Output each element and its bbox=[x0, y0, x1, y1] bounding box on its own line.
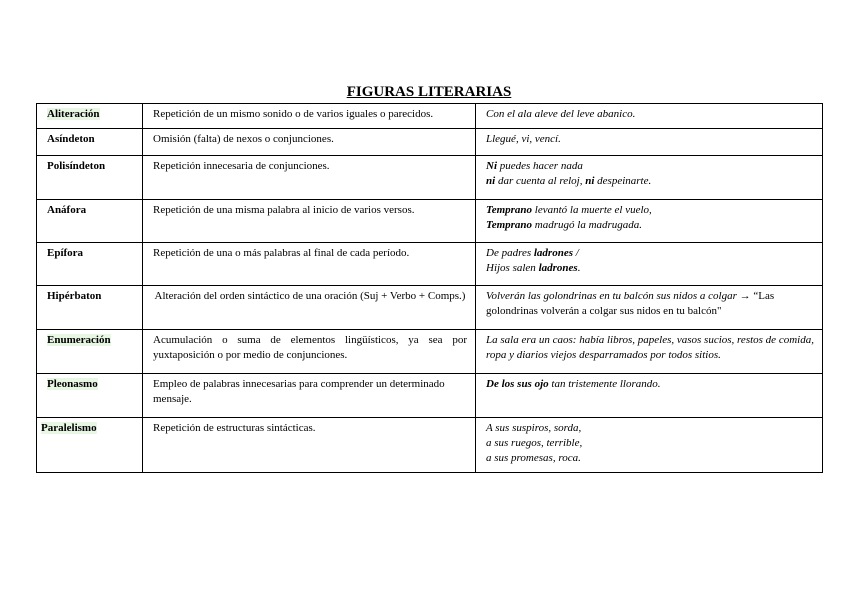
figure-name-cell: Epífora bbox=[37, 243, 143, 286]
definition-cell: Repetición innecesaria de conjunciones. bbox=[143, 156, 476, 200]
example-cell: Con el ala aleve del leve abanico. bbox=[476, 104, 823, 129]
definition-cell: Alteración del orden sintáctico de una oración (Suj + Verbo + Comps.) bbox=[143, 286, 476, 330]
figure-name-cell: Pleonasmo bbox=[37, 374, 143, 418]
figure-name-cell: Polisíndeton bbox=[37, 156, 143, 200]
definition-cell: Omisión (falta) de nexos o conjunciones. bbox=[143, 129, 476, 156]
table-row bbox=[37, 156, 823, 200]
table-row bbox=[37, 330, 823, 374]
example-cell: La sala era un caos: había libros, papeles, vasos sucios, restos de comida, ropa y diarios viejos desparramados por todos sitios. bbox=[476, 330, 823, 374]
example-cell: A sus suspiros, sorda, a sus ruegos, terrible, a sus promesas, roca. bbox=[476, 418, 823, 473]
figure-name-cell: Asíndeton bbox=[37, 129, 143, 156]
definition-cell: Acumulación o suma de elementos lingüísticos, ya sea por yuxtaposición o por medio de conjunciones. bbox=[143, 330, 476, 374]
definition-cell: Repetición de una misma palabra al inicio de varios versos. bbox=[143, 200, 476, 243]
definition-cell: Repetición de estructuras sintácticas. bbox=[143, 418, 476, 473]
figure-name-cell: Hipérbaton bbox=[37, 286, 143, 330]
figure-name-cell: Enumeración bbox=[37, 330, 143, 374]
example-cell: De los sus ojo tan tristemente llorando. bbox=[476, 374, 823, 418]
table-row bbox=[37, 374, 823, 418]
table-row bbox=[37, 200, 823, 243]
definition-cell: Repetición de una o más palabras al final de cada período. bbox=[143, 243, 476, 286]
example-cell: Ni puedes hacer nada ni dar cuenta al reloj, ni despeinarte. bbox=[476, 156, 823, 200]
example-cell: Temprano levantó la muerte el vuelo, Temprano madrugó la madrugada. bbox=[476, 200, 823, 243]
figure-name-cell: Paralelismo bbox=[37, 418, 143, 473]
table-row bbox=[37, 243, 823, 286]
table-row bbox=[37, 104, 823, 129]
definition-cell: Repetición de un mismo sonido o de varios iguales o parecidos. bbox=[143, 104, 476, 129]
example-cell: Volverán las golondrinas en tu balcón sus nidos a colgar → “Las golondrinas volverán a colgar sus nidos en tu balcón" bbox=[476, 286, 823, 330]
page-title: FIGURAS LITERARIAS bbox=[346, 84, 512, 100]
table-row bbox=[37, 129, 823, 156]
example-cell: De padres ladrones / Hijos salen ladrones. bbox=[476, 243, 823, 286]
figure-name-cell: Anáfora bbox=[37, 200, 143, 243]
definition-cell: Empleo de palabras innecesarias para comprender un determinado mensaje. bbox=[143, 374, 476, 418]
table-row bbox=[37, 418, 823, 473]
table-row bbox=[37, 286, 823, 330]
figure-name-cell: Aliteración bbox=[37, 104, 143, 129]
figures-table bbox=[36, 103, 823, 473]
example-cell: Llegué, vi, vencí. bbox=[476, 129, 823, 156]
